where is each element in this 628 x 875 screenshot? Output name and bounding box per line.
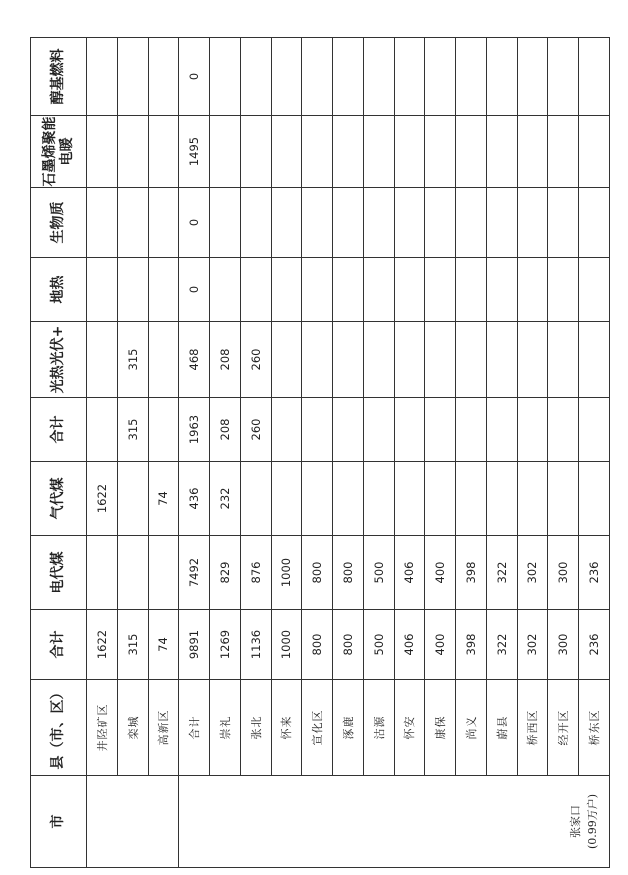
elec-cell: 300 bbox=[548, 536, 579, 610]
graphene-cell bbox=[548, 116, 579, 188]
elec-cell bbox=[148, 536, 179, 610]
geo-cell bbox=[579, 258, 610, 322]
total-cell: 1000 bbox=[271, 610, 302, 680]
elec-cell: 876 bbox=[240, 536, 271, 610]
county-cell: 蔚县 bbox=[486, 680, 517, 776]
county-cell: 合计 bbox=[179, 680, 210, 776]
subtotal-cell bbox=[517, 398, 548, 462]
bio-cell bbox=[117, 188, 148, 258]
county-cell: 康保 bbox=[425, 680, 456, 776]
geo-cell bbox=[210, 258, 241, 322]
total-cell: 800 bbox=[333, 610, 364, 680]
graphene-cell bbox=[425, 116, 456, 188]
graphene-cell bbox=[363, 116, 394, 188]
total-cell: 74 bbox=[148, 610, 179, 680]
total-cell: 400 bbox=[425, 610, 456, 680]
geo-cell bbox=[240, 258, 271, 322]
header-elec: 电代煤 bbox=[31, 536, 87, 610]
total-cell: 1136 bbox=[240, 610, 271, 680]
heating-conversion-table bbox=[30, 37, 610, 868]
graphene-cell bbox=[302, 116, 333, 188]
table-row bbox=[179, 38, 210, 868]
alcohol-cell bbox=[117, 38, 148, 116]
bio-cell bbox=[363, 188, 394, 258]
graphene-cell bbox=[394, 116, 425, 188]
gas-cell bbox=[117, 462, 148, 536]
elec-cell: 302 bbox=[517, 536, 548, 610]
elec-cell: 800 bbox=[333, 536, 364, 610]
alcohol-cell bbox=[240, 38, 271, 116]
header-subtotal: 合计 bbox=[31, 398, 87, 462]
elec-cell: 800 bbox=[302, 536, 333, 610]
table-row bbox=[117, 38, 148, 868]
bio-cell bbox=[210, 188, 241, 258]
table-row bbox=[333, 38, 364, 868]
gas-cell bbox=[425, 462, 456, 536]
county-cell: 尚义 bbox=[456, 680, 487, 776]
total-cell: 302 bbox=[517, 610, 548, 680]
bio-cell bbox=[517, 188, 548, 258]
subtotal-cell bbox=[425, 398, 456, 462]
gas-cell bbox=[333, 462, 364, 536]
graphene-cell bbox=[271, 116, 302, 188]
graphene-cell bbox=[210, 116, 241, 188]
bio-cell bbox=[333, 188, 364, 258]
header-gas: 气代煤 bbox=[31, 462, 87, 536]
gas-cell bbox=[517, 462, 548, 536]
subtotal-cell bbox=[394, 398, 425, 462]
bio-cell bbox=[486, 188, 517, 258]
county-cell: 栾城 bbox=[117, 680, 148, 776]
subtotal-cell bbox=[333, 398, 364, 462]
solar-cell bbox=[548, 322, 579, 398]
table-row bbox=[148, 38, 179, 868]
solar-cell bbox=[87, 322, 118, 398]
solar-cell bbox=[517, 322, 548, 398]
geo-cell bbox=[456, 258, 487, 322]
bio-cell bbox=[456, 188, 487, 258]
gas-cell bbox=[456, 462, 487, 536]
gas-cell bbox=[486, 462, 517, 536]
subtotal-cell: 315 bbox=[117, 398, 148, 462]
county-cell: 经开区 bbox=[548, 680, 579, 776]
solar-cell bbox=[271, 322, 302, 398]
geo-cell bbox=[117, 258, 148, 322]
geo-cell bbox=[363, 258, 394, 322]
geo-cell bbox=[333, 258, 364, 322]
subtotal-cell: 208 bbox=[210, 398, 241, 462]
total-cell: 406 bbox=[394, 610, 425, 680]
subtotal-cell: 1963 bbox=[179, 398, 210, 462]
bio-cell bbox=[302, 188, 333, 258]
geo-cell bbox=[548, 258, 579, 322]
county-cell: 桥西区 bbox=[517, 680, 548, 776]
alcohol-cell bbox=[271, 38, 302, 116]
alcohol-cell bbox=[210, 38, 241, 116]
city-households: (0.99万户) bbox=[585, 793, 599, 850]
table-row bbox=[210, 38, 241, 868]
graphene-cell bbox=[117, 116, 148, 188]
alcohol-cell bbox=[148, 38, 179, 116]
solar-cell bbox=[425, 322, 456, 398]
geo-cell bbox=[486, 258, 517, 322]
graphene-cell bbox=[333, 116, 364, 188]
solar-cell: 315 bbox=[117, 322, 148, 398]
header-solar: 光热光伏+ bbox=[31, 322, 87, 398]
table-row bbox=[302, 38, 333, 868]
graphene-cell bbox=[517, 116, 548, 188]
total-cell: 322 bbox=[486, 610, 517, 680]
elec-cell bbox=[87, 536, 118, 610]
graphene-cell bbox=[486, 116, 517, 188]
subtotal-cell: 260 bbox=[240, 398, 271, 462]
geo-cell bbox=[517, 258, 548, 322]
bio-cell bbox=[87, 188, 118, 258]
alcohol-cell bbox=[548, 38, 579, 116]
alcohol-cell bbox=[302, 38, 333, 116]
county-cell: 桥东区 bbox=[579, 680, 610, 776]
bio-cell bbox=[579, 188, 610, 258]
elec-cell: 7492 bbox=[179, 536, 210, 610]
subtotal-cell bbox=[148, 398, 179, 462]
gas-cell bbox=[394, 462, 425, 536]
solar-cell bbox=[363, 322, 394, 398]
table-body bbox=[87, 38, 610, 868]
solar-cell bbox=[333, 322, 364, 398]
elec-cell: 1000 bbox=[271, 536, 302, 610]
header-total: 合计 bbox=[31, 610, 87, 680]
table-row bbox=[486, 38, 517, 868]
alcohol-cell bbox=[87, 38, 118, 116]
total-cell: 1269 bbox=[210, 610, 241, 680]
city-cell-blank bbox=[87, 776, 179, 868]
header-bio: 生物质 bbox=[31, 188, 87, 258]
total-cell: 9891 bbox=[179, 610, 210, 680]
county-cell: 崇礼 bbox=[210, 680, 241, 776]
table-row bbox=[517, 38, 548, 868]
solar-cell bbox=[456, 322, 487, 398]
gas-cell: 232 bbox=[210, 462, 241, 536]
gas-cell bbox=[302, 462, 333, 536]
solar-cell bbox=[579, 322, 610, 398]
total-cell: 1622 bbox=[87, 610, 118, 680]
bio-cell: 0 bbox=[179, 188, 210, 258]
gas-cell: 74 bbox=[148, 462, 179, 536]
county-cell: 井陉矿区 bbox=[87, 680, 118, 776]
graphene-cell bbox=[87, 116, 118, 188]
bio-cell bbox=[548, 188, 579, 258]
header-row bbox=[31, 38, 87, 868]
table-row bbox=[240, 38, 271, 868]
elec-cell: 400 bbox=[425, 536, 456, 610]
rotated-table-wrapper bbox=[30, 38, 610, 868]
geo-cell bbox=[148, 258, 179, 322]
table-row bbox=[394, 38, 425, 868]
solar-cell: 208 bbox=[210, 322, 241, 398]
elec-cell: 829 bbox=[210, 536, 241, 610]
alcohol-cell bbox=[517, 38, 548, 116]
bio-cell bbox=[394, 188, 425, 258]
subtotal-cell bbox=[363, 398, 394, 462]
total-cell: 315 bbox=[117, 610, 148, 680]
bio-cell bbox=[240, 188, 271, 258]
subtotal-cell bbox=[271, 398, 302, 462]
subtotal-cell bbox=[486, 398, 517, 462]
solar-cell bbox=[302, 322, 333, 398]
county-cell: 宣化区 bbox=[302, 680, 333, 776]
graphene-cell bbox=[148, 116, 179, 188]
county-cell: 怀安 bbox=[394, 680, 425, 776]
table-row bbox=[456, 38, 487, 868]
elec-cell bbox=[117, 536, 148, 610]
geo-cell bbox=[271, 258, 302, 322]
geo-cell bbox=[302, 258, 333, 322]
solar-cell bbox=[148, 322, 179, 398]
graphene-cell: 1495 bbox=[179, 116, 210, 188]
county-cell: 怀来 bbox=[271, 680, 302, 776]
elec-cell: 322 bbox=[486, 536, 517, 610]
subtotal-cell bbox=[579, 398, 610, 462]
geo-cell bbox=[425, 258, 456, 322]
gas-cell bbox=[240, 462, 271, 536]
total-cell: 800 bbox=[302, 610, 333, 680]
elec-cell: 236 bbox=[579, 536, 610, 610]
elec-cell: 500 bbox=[363, 536, 394, 610]
table-row bbox=[425, 38, 456, 868]
total-cell: 500 bbox=[363, 610, 394, 680]
header-county: 县（市、区） bbox=[31, 680, 87, 776]
county-cell: 涿鹿 bbox=[333, 680, 364, 776]
alcohol-cell bbox=[456, 38, 487, 116]
solar-cell: 468 bbox=[179, 322, 210, 398]
header-alcohol: 醇基燃料 bbox=[31, 38, 87, 116]
header-geo: 地热 bbox=[31, 258, 87, 322]
elec-cell: 398 bbox=[456, 536, 487, 610]
subtotal-cell bbox=[456, 398, 487, 462]
county-cell: 张北 bbox=[240, 680, 271, 776]
subtotal-cell bbox=[302, 398, 333, 462]
header-city: 市 bbox=[31, 776, 87, 868]
geo-cell bbox=[87, 258, 118, 322]
gas-cell: 436 bbox=[179, 462, 210, 536]
county-cell: 沽源 bbox=[363, 680, 394, 776]
gas-cell bbox=[579, 462, 610, 536]
alcohol-cell bbox=[363, 38, 394, 116]
gas-cell: 1622 bbox=[87, 462, 118, 536]
alcohol-cell bbox=[486, 38, 517, 116]
graphene-cell bbox=[456, 116, 487, 188]
elec-cell: 406 bbox=[394, 536, 425, 610]
bio-cell bbox=[148, 188, 179, 258]
total-cell: 398 bbox=[456, 610, 487, 680]
geo-cell bbox=[394, 258, 425, 322]
subtotal-cell bbox=[87, 398, 118, 462]
alcohol-cell bbox=[333, 38, 364, 116]
gas-cell bbox=[271, 462, 302, 536]
graphene-cell bbox=[579, 116, 610, 188]
subtotal-cell bbox=[548, 398, 579, 462]
alcohol-cell bbox=[425, 38, 456, 116]
geo-cell: 0 bbox=[179, 258, 210, 322]
solar-cell: 260 bbox=[240, 322, 271, 398]
table-row bbox=[271, 38, 302, 868]
gas-cell bbox=[363, 462, 394, 536]
county-cell: 高新区 bbox=[148, 680, 179, 776]
bio-cell bbox=[271, 188, 302, 258]
solar-cell bbox=[486, 322, 517, 398]
table-row bbox=[579, 38, 610, 868]
gas-cell bbox=[548, 462, 579, 536]
city-cell bbox=[179, 776, 610, 868]
header-graphene: 石墨烯聚能电暖 bbox=[31, 116, 87, 188]
alcohol-cell bbox=[394, 38, 425, 116]
alcohol-cell: 0 bbox=[179, 38, 210, 116]
alcohol-cell bbox=[579, 38, 610, 116]
total-cell: 300 bbox=[548, 610, 579, 680]
table-row bbox=[87, 38, 118, 868]
table-row bbox=[548, 38, 579, 868]
bio-cell bbox=[425, 188, 456, 258]
table-row bbox=[363, 38, 394, 868]
city-name: 张家口 bbox=[569, 805, 582, 838]
solar-cell bbox=[394, 322, 425, 398]
graphene-cell bbox=[240, 116, 271, 188]
total-cell: 236 bbox=[579, 610, 610, 680]
